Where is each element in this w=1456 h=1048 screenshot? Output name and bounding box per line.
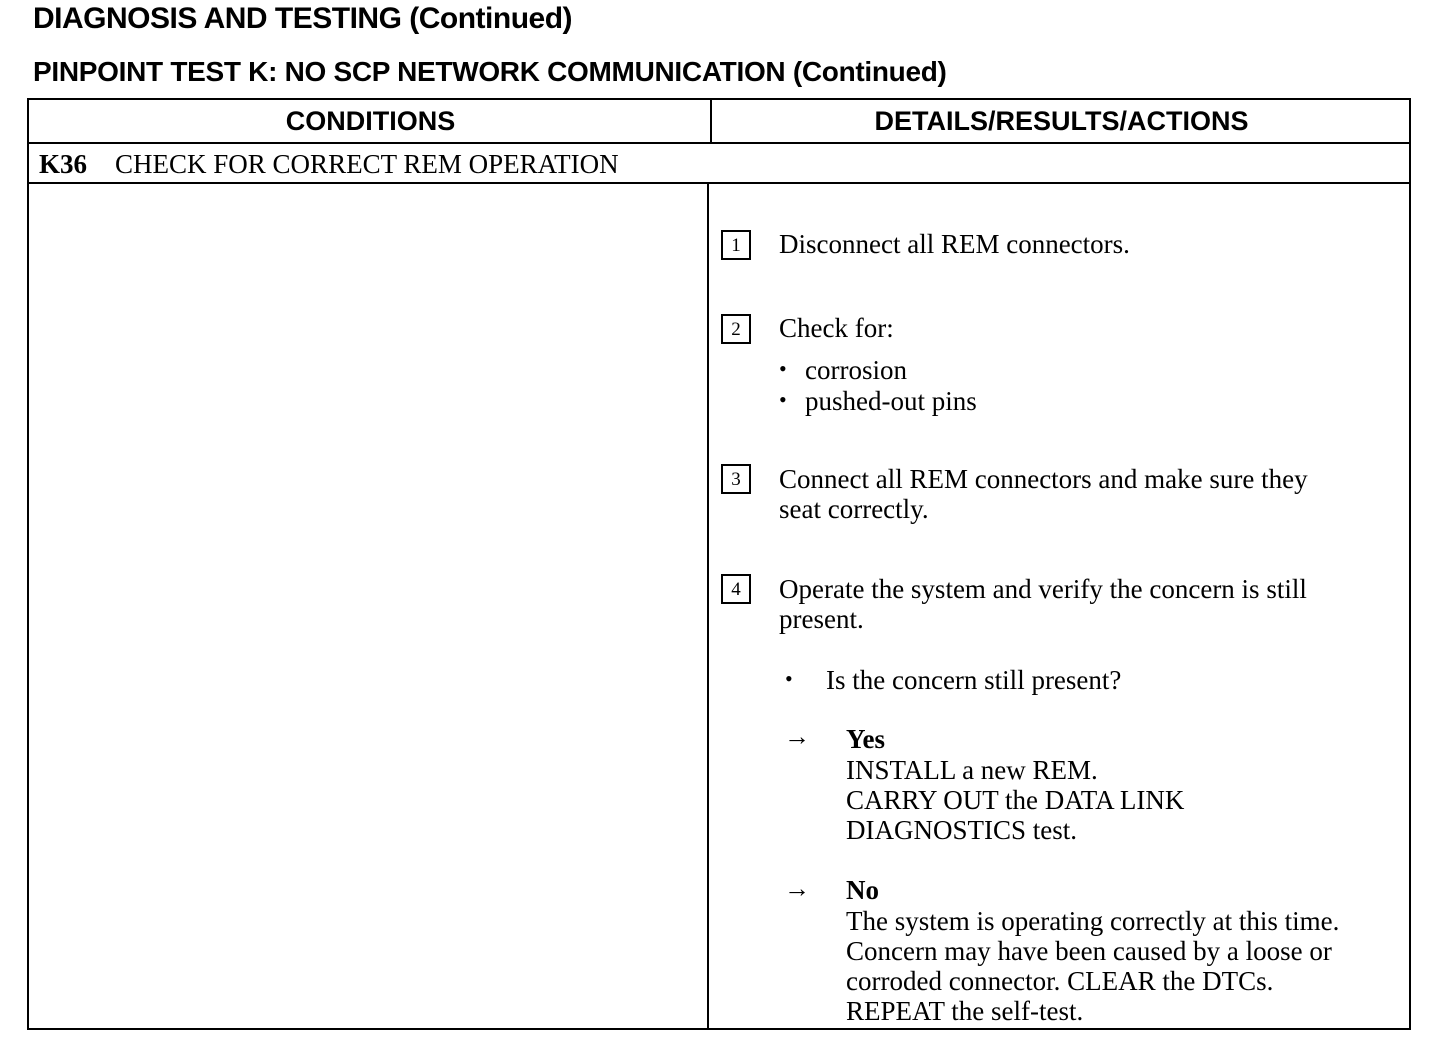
arrow-right-icon: → — [784, 722, 810, 751]
list-item: corrosion — [805, 355, 907, 385]
no-action-line: corroded connector. CLEAR the DTCs. — [846, 966, 1274, 996]
bullet-icon: • — [785, 666, 793, 691]
bullet-icon: • — [779, 356, 787, 381]
yes-action-line: DIAGNOSTICS test. — [846, 815, 1078, 845]
step-text-line: Operate the system and verify the concern is still — [779, 574, 1307, 604]
step-text: Disconnect all REM connectors. — [779, 229, 1130, 259]
yes-label: Yes — [846, 724, 885, 754]
no-action-line: REPEAT the self-test. — [846, 996, 1084, 1026]
step-text-line: Connect all REM connectors and make sure they — [779, 464, 1308, 494]
step-number-box: 1 — [721, 230, 751, 260]
conditions-header: CONDITIONS — [285, 106, 456, 136]
step-number-box: 4 — [721, 574, 751, 604]
arrow-right-icon: → — [784, 874, 810, 903]
step-text-line: seat correctly. — [779, 494, 929, 524]
header-divider — [29, 142, 1409, 144]
column-divider — [707, 182, 709, 1028]
yes-action-line: CARRY OUT the DATA LINK — [846, 785, 1185, 815]
step-text: Check for: — [779, 313, 894, 343]
details-header: DETAILS/RESULTS/ACTIONS — [874, 106, 1249, 136]
step-code: K36 — [39, 149, 88, 179]
pinpoint-test-title: PINPOINT TEST K: NO SCP NETWORK COMMUNICATION (Continued) — [33, 56, 947, 87]
step-number-box: 2 — [721, 314, 751, 344]
yes-action-line: INSTALL a new REM. — [846, 755, 1098, 785]
step-text-line: present. — [779, 604, 864, 634]
no-action-line: The system is operating correctly at this time. — [846, 906, 1340, 936]
page-title: DIAGNOSIS AND TESTING (Continued) — [33, 2, 573, 35]
question-text: Is the concern still present? — [826, 665, 1122, 695]
no-action-line: Concern may have been caused by a loose or — [846, 936, 1332, 966]
no-label: No — [846, 875, 879, 905]
step-title: CHECK FOR CORRECT REM OPERATION — [115, 149, 619, 179]
list-item: pushed-out pins — [805, 386, 977, 416]
bullet-icon: • — [779, 387, 787, 412]
step-number-box: 3 — [721, 464, 751, 494]
pinpoint-test-table — [27, 98, 1411, 1030]
header-column-divider — [710, 100, 712, 142]
step-row-divider — [29, 182, 1409, 184]
step-title-row — [39, 146, 619, 182]
